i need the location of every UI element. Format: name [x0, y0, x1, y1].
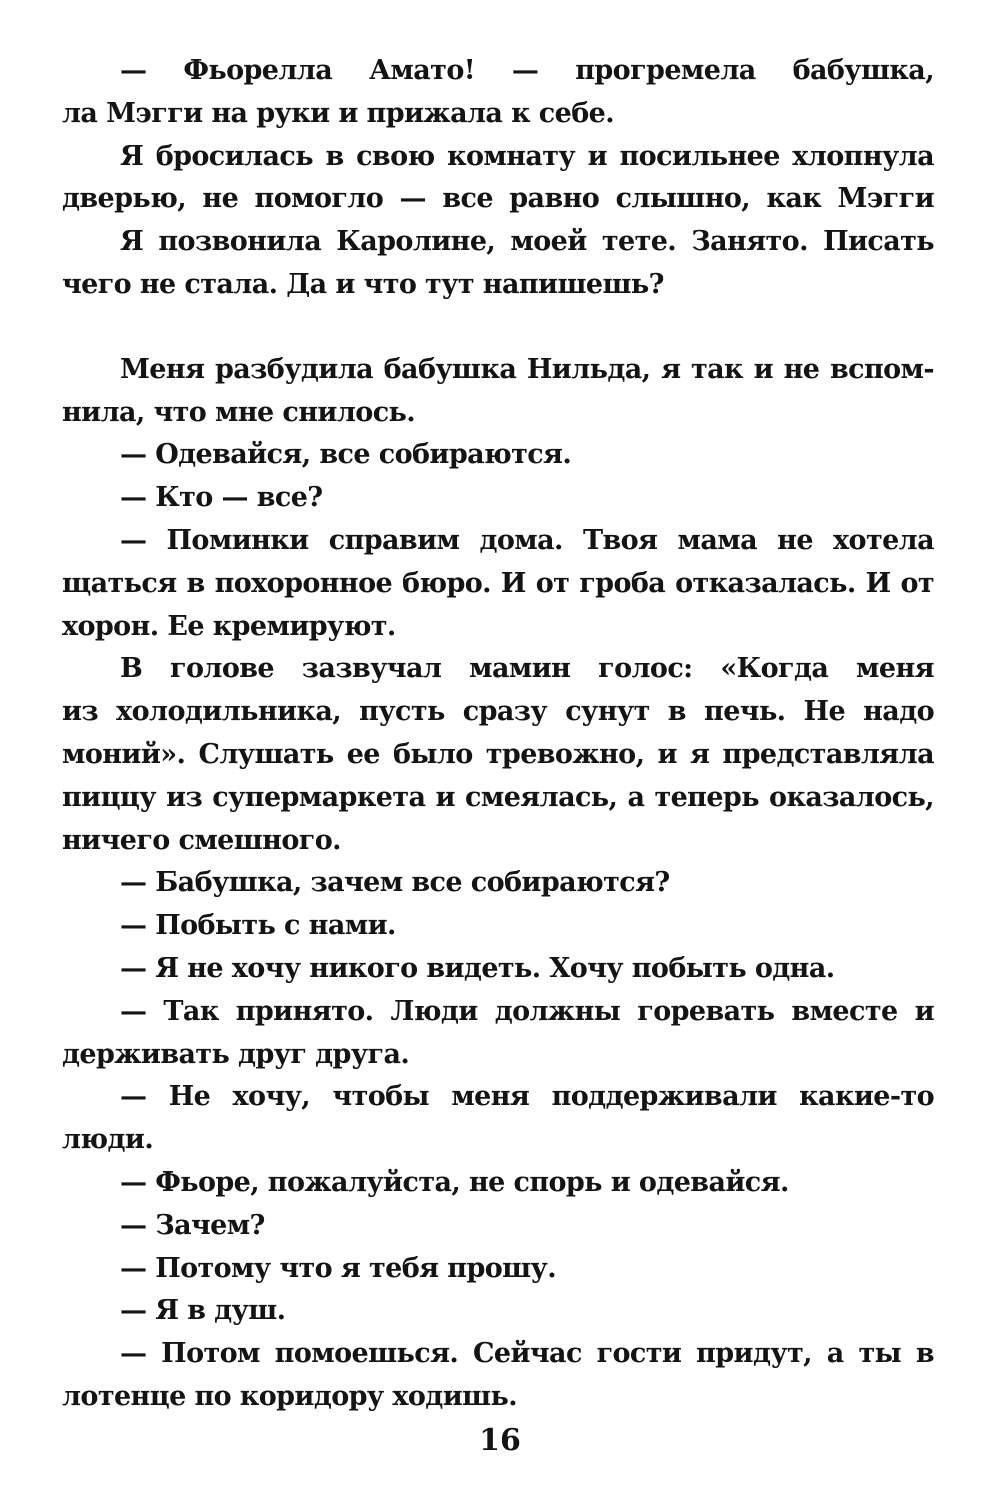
text-line: лотенце по коридору ходишь. [62, 1380, 518, 1412]
text-line: — Я в душ. [120, 1295, 286, 1327]
text-line: — Кто — все? [120, 482, 323, 514]
text-line: щаться в похоронное бюро. И от гроба отказалась. И от [62, 567, 934, 599]
text-line: — Поминки справим дома. Твоя мама не хотела [120, 524, 934, 556]
text-line: моний». Слушать ее было тревожно, и я представляла [62, 738, 934, 770]
text-line: — Потому что я тебя прошу. [120, 1252, 557, 1284]
text-line: ничего смешного. [62, 824, 341, 856]
text-line: Меня разбудила бабушка Нильда, я так и не вспом- [120, 353, 934, 385]
text-line: Я бросилась в свою комнату и посильнее хлопнула [120, 140, 934, 172]
text-line: пиццу из супермаркета и смеялась, а теперь оказалось, [62, 781, 934, 813]
text-line: чего не стала. Да и что тут напишешь? [62, 268, 664, 300]
text-line: В голове зазвучал мамин голос: «Когда меня [120, 653, 934, 685]
text-line: — Не хочу, чтобы меня поддерживали какие-то [120, 1081, 934, 1113]
text-line: люди. [62, 1124, 154, 1156]
text-line: хорон. Ее кремируют. [62, 610, 396, 642]
text-line: Я позвонила Каролине, моей тете. Занято. Писать [120, 226, 934, 258]
text-line: — Бабушка, зачем все собираются? [120, 867, 670, 899]
text-line: — Фьорелла Амато! — прогремела бабушка, [120, 55, 934, 86]
text-line: держивать друг друга. [62, 1038, 410, 1070]
text-line: — Фьоре, пожалуйста, не спорь и одевайся. [120, 1166, 789, 1198]
text-line: нила, что мне снилось. [62, 396, 416, 428]
text-line: — Так принято. Люди должны горевать вместе и [120, 995, 934, 1027]
text-line: — Одевайся, все собираются. [120, 439, 572, 471]
body-text [62, 50, 934, 1419]
page-number: 16 [479, 1423, 521, 1458]
text-line: — Потом помоешься. Сейчас гости придут, а ты в [120, 1338, 934, 1370]
text-line: из холодильника, пусть сразу сунут в печь. Не надо [62, 696, 934, 728]
text-line: ла Мэгги на руки и прижала к себе. [62, 97, 615, 129]
text-line: — Побыть с нами. [120, 910, 396, 942]
section-break [62, 307, 934, 349]
text-line: — Зачем? [120, 1209, 265, 1241]
text-line: — Я не хочу никого видеть. Хочу побыть одна. [120, 952, 835, 984]
text-line: дверью, не помогло — все равно слышно, как Мэгги [62, 183, 934, 215]
